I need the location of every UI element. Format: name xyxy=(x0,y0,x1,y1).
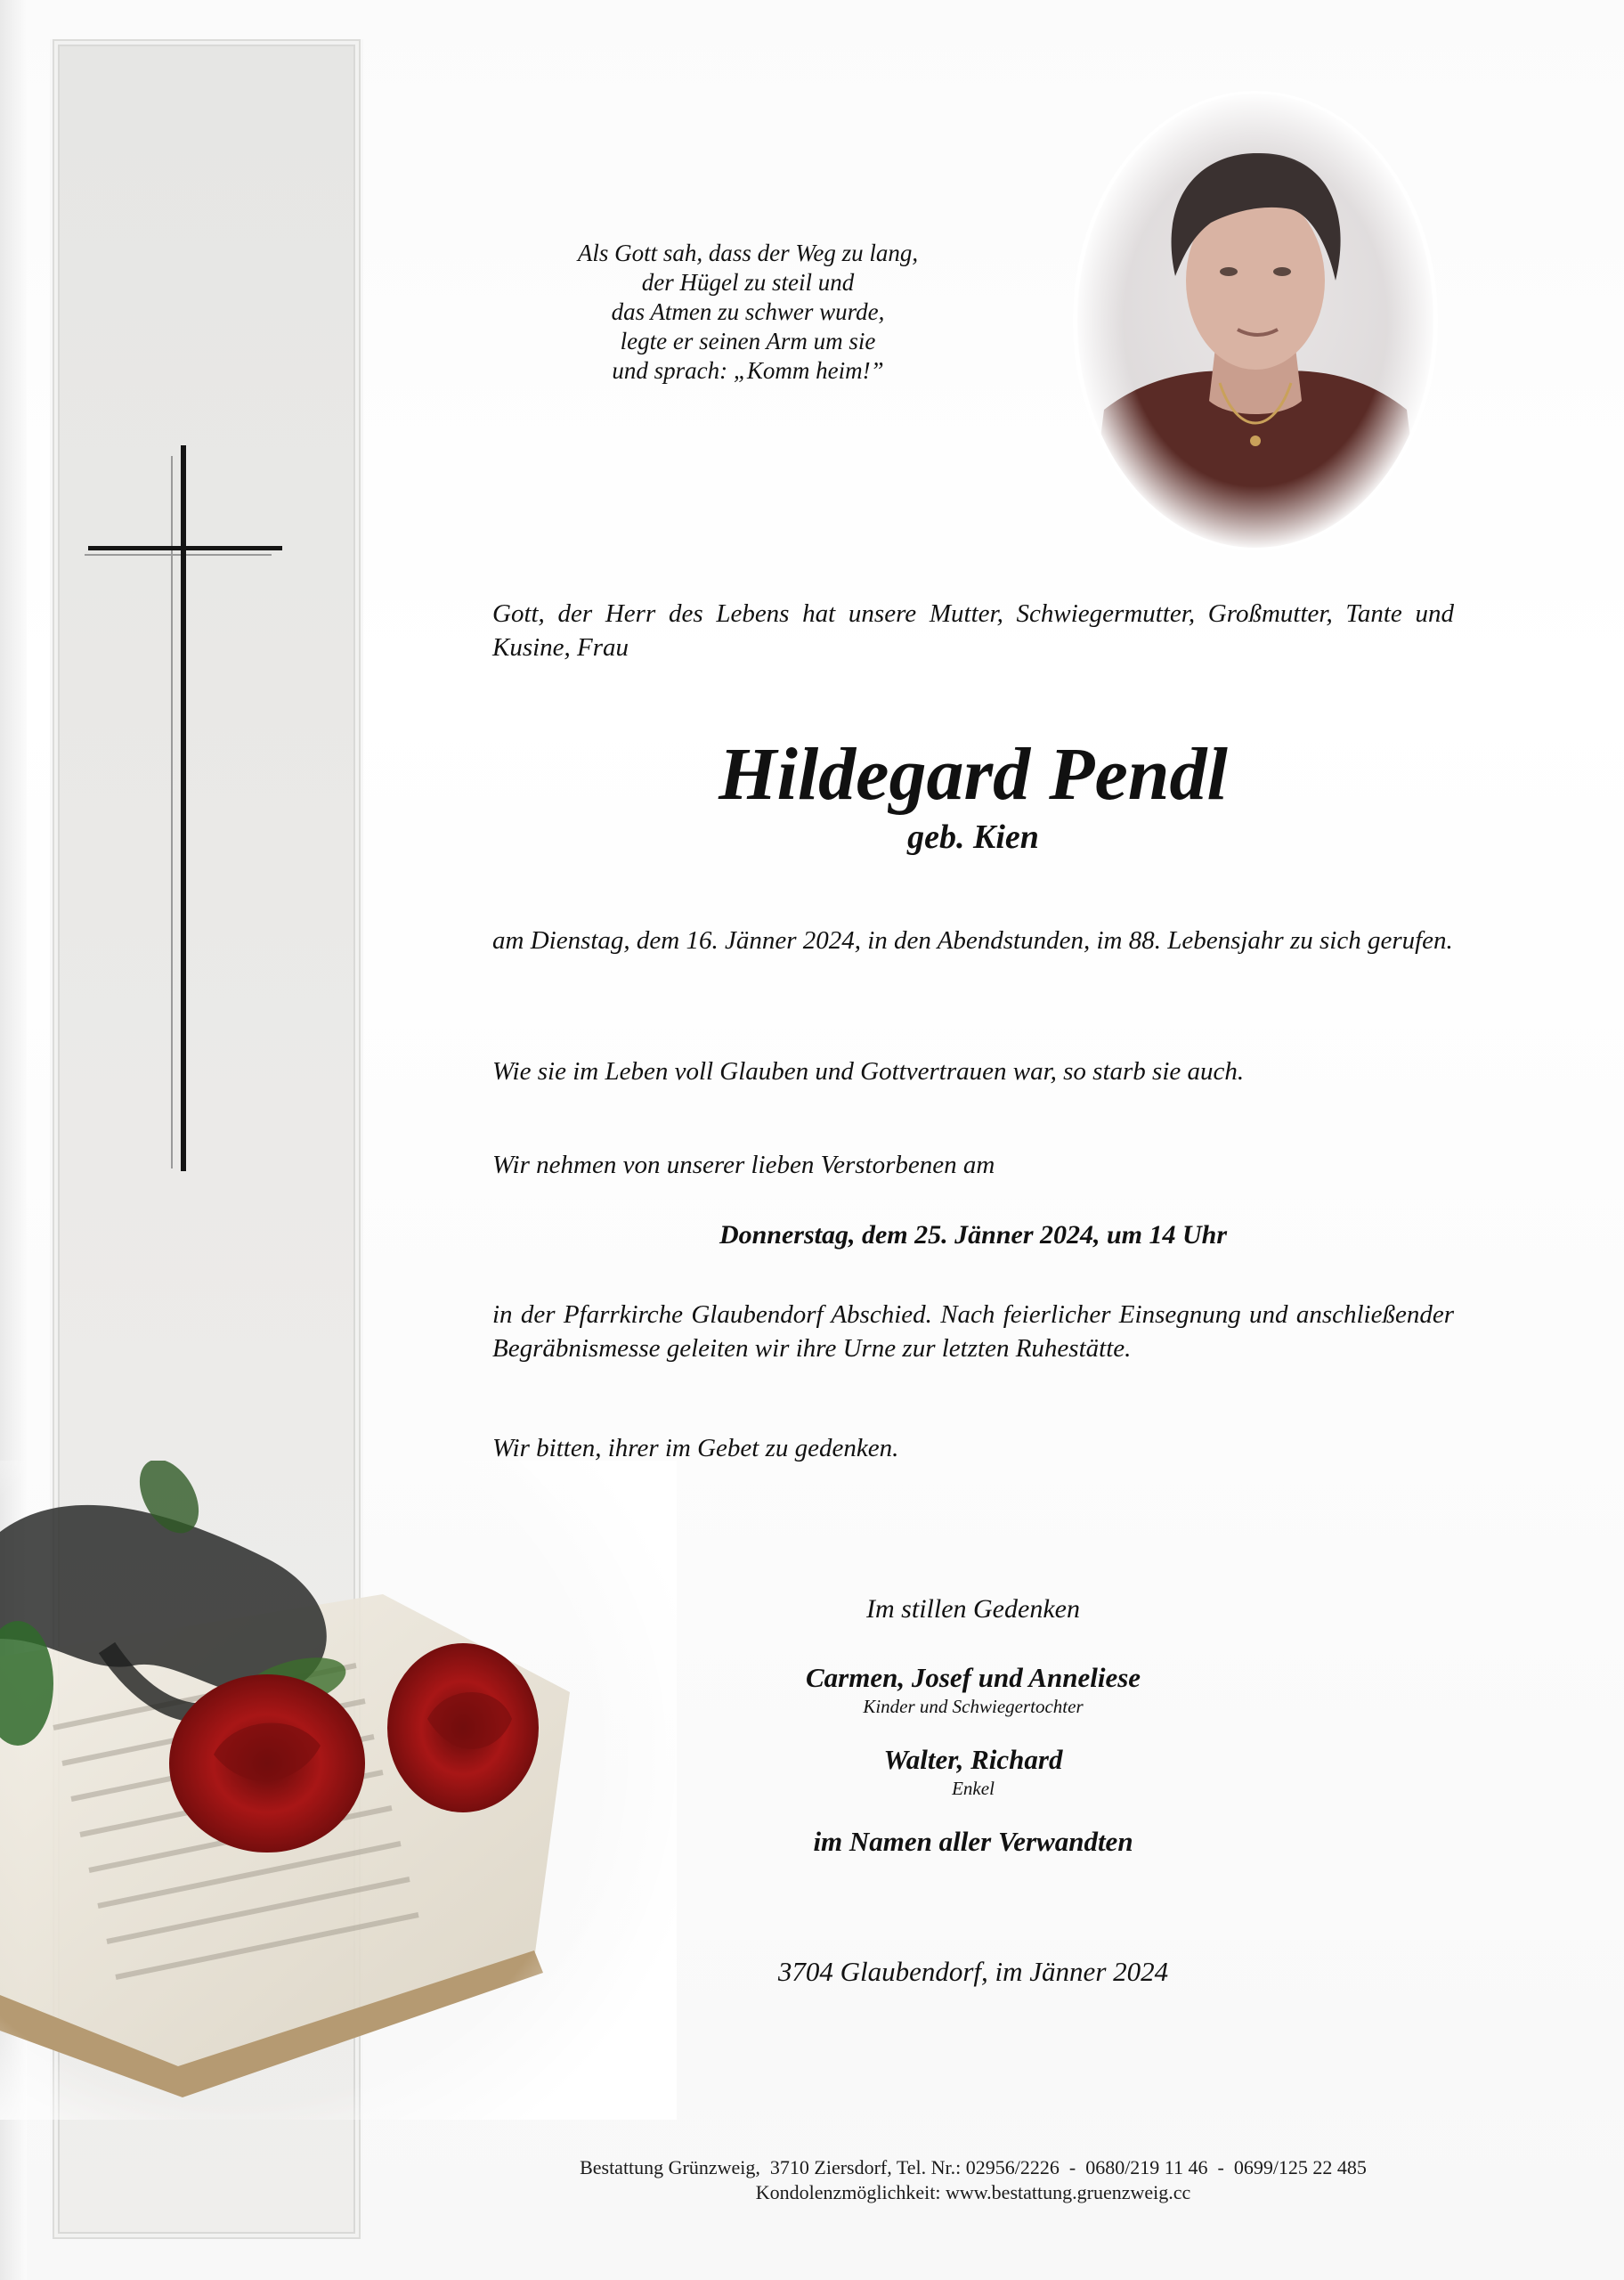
mourner-group xyxy=(492,1662,1454,1718)
deceased-name: Hildegard Pendl xyxy=(719,733,1228,816)
farewell-date: Donnerstag, dem 25. Jänner 2024, um 14 Uhr xyxy=(719,1220,1228,1250)
mourner-names: Carmen, Josef und Anneliese xyxy=(805,1662,1141,1693)
prayer-request: Wir bitten, ihrer im Gebet zu gedenken. xyxy=(492,1434,899,1462)
poem-line: und sprach: „Komm heim!” xyxy=(612,357,884,384)
mourner-group xyxy=(492,1744,1454,1800)
ceremony-text: in der Pfarrkirche Glaubendorf Abschied. Nach feierlicher Einsegnung und anschließender Begräbnismesse geleiten wir ihre Urne zur letzten Ruhestätte. xyxy=(492,1300,1454,1363)
portrait-photo xyxy=(1068,89,1442,552)
poem-line: Als Gott sah, dass der Weg zu lang, xyxy=(577,240,919,266)
relatives-line: im Namen aller Verwandten xyxy=(813,1826,1133,1857)
farewell-intro: Wir nehmen von unserer lieben Verstorbenen am xyxy=(492,1151,995,1179)
footer-condolence: Kondolenzmöglichkeit: www.bestattung.gruenzweig.cc xyxy=(755,2181,1191,2203)
poem-line: legte er seinen Arm um sie xyxy=(620,328,876,354)
intro-text: Gott, der Herr des Lebens hat unsere Mutter, Schwiegermutter, Großmutter, Tante und Kusine, Frau xyxy=(492,599,1454,662)
faith-line: Wie sie im Leben voll Glauben und Gottvertrauen war, so starb sie auch. xyxy=(492,1057,1245,1086)
poem-line: das Atmen zu schwer wurde, xyxy=(611,298,885,325)
funeral-home-footer xyxy=(492,2155,1454,2205)
mourner-relation: Kinder und Schwiegertochter xyxy=(863,1696,1084,1717)
cross-icon xyxy=(85,445,285,1171)
footer-contact: Bestattung Grünzweig, 3710 Ziersdorf, Tel. Nr.: 02956/2226 - 0680/219 11 46 - 0699/125 22 485 xyxy=(580,2156,1367,2178)
mourner-relation: Enkel xyxy=(952,1778,995,1799)
birth-name: geb. Kien xyxy=(907,818,1039,856)
poem-line: der Hügel zu steil und xyxy=(641,269,855,296)
closing-phrase: Im stillen Gedenken xyxy=(866,1594,1080,1624)
memorial-poem xyxy=(508,239,988,386)
death-notice: am Dienstag, dem 16. Jänner 2024, in den Abendstunden, im 88. Lebensjahr zu sich gerufen. xyxy=(492,926,1453,955)
mourner-names: Walter, Richard xyxy=(883,1744,1063,1775)
place-and-date: 3704 Glaubendorf, im Jänner 2024 xyxy=(777,1956,1169,1987)
